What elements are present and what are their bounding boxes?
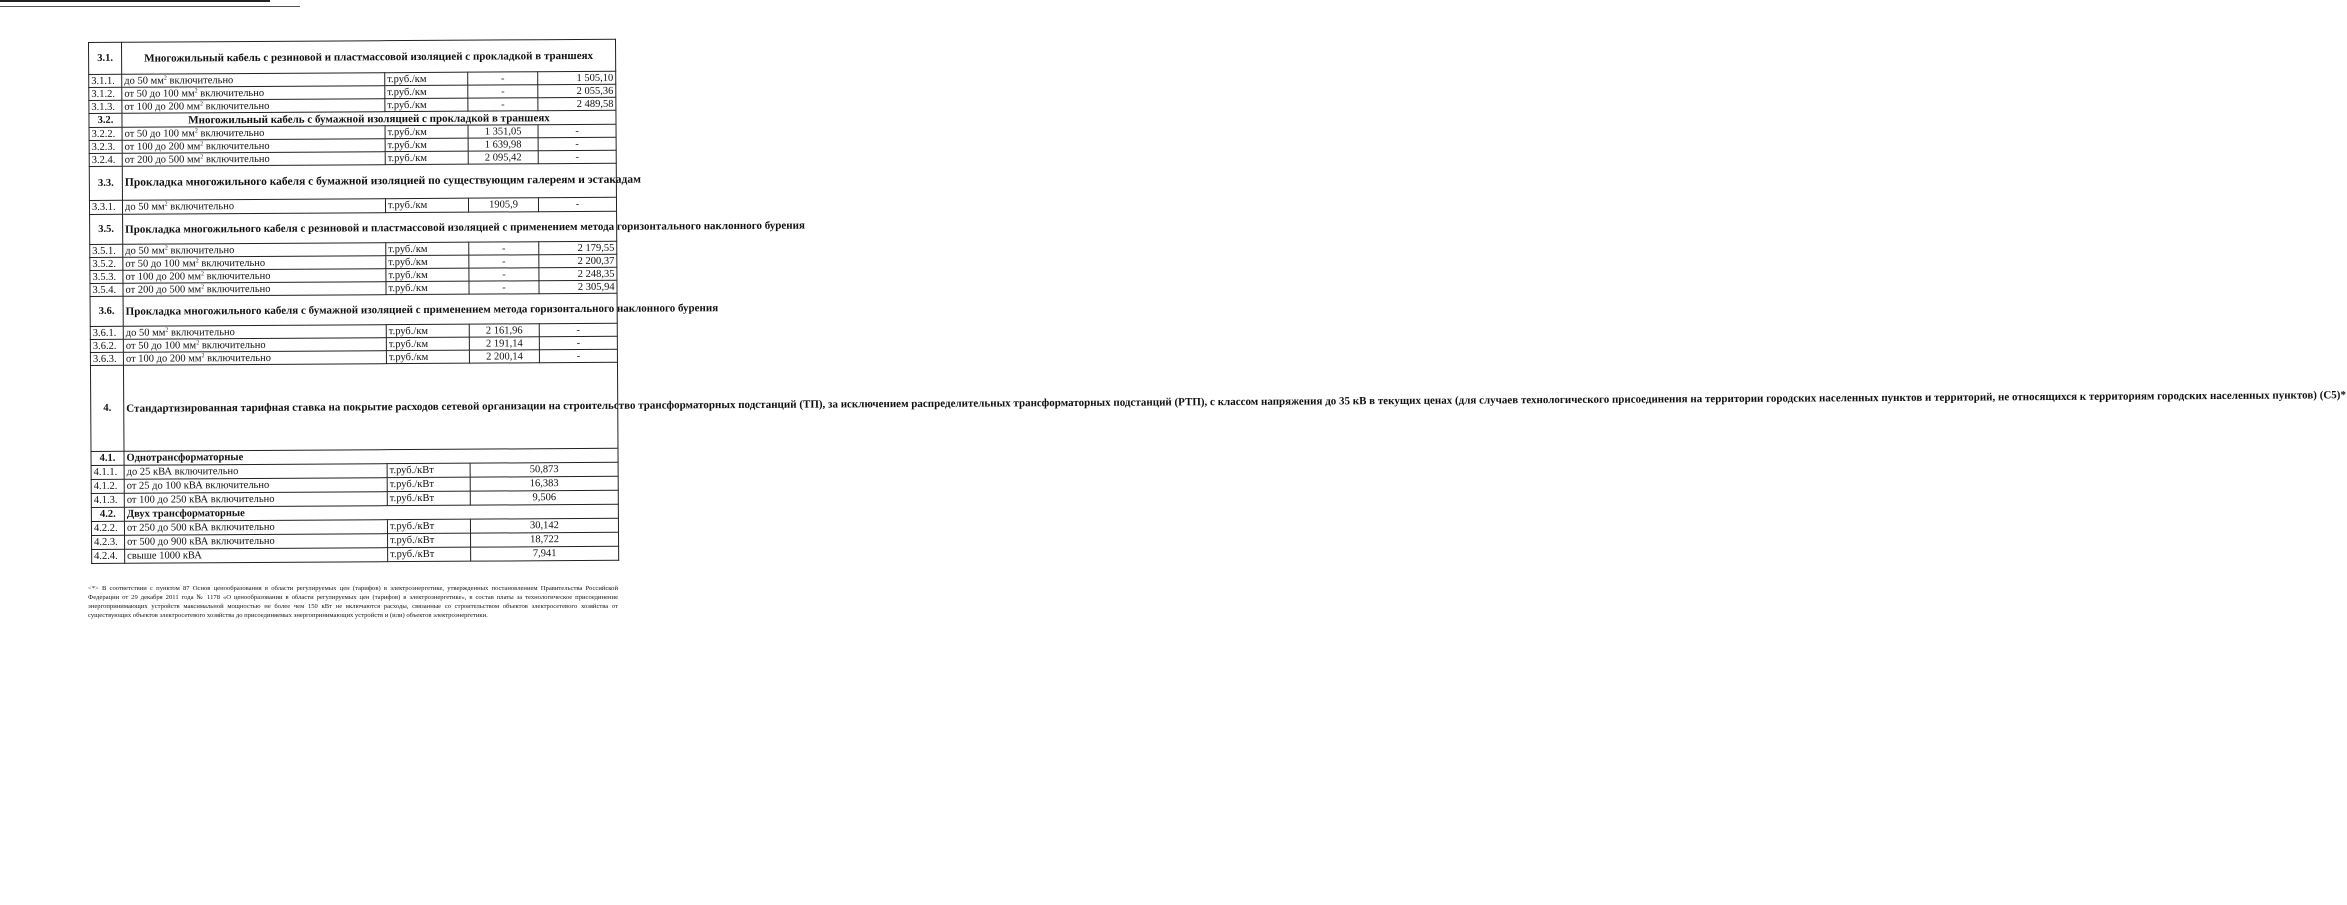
tariff-document [88, 39, 2346, 564]
section-title: Многожильный кабель с бумажной изоляцией с прокладкой в траншеях [122, 110, 616, 127]
section-title: Прокладка многожильного кабеля с бумажной изоляцией по существующим галереям и эстакадам [122, 163, 616, 200]
row-number: 3.1.3. [89, 100, 122, 113]
row-rate-rubber: 2 055,36 [538, 84, 616, 97]
row-description: от 50 до 100 $мм^2$ включительно [122, 86, 385, 101]
row-number: 3.3.1. [89, 200, 122, 214]
row-rate-rubber: - [538, 137, 616, 150]
row-rate-paper: - [469, 242, 539, 255]
row-unit: т.руб./км [385, 98, 468, 112]
row-description: до 50 $мм^2$ включительно [123, 325, 386, 340]
section-number: 3.1. [89, 42, 122, 74]
row-number: 3.5.1. [90, 244, 123, 257]
row-number: 3.2.4. [89, 153, 122, 166]
section-title: Многожильный кабель с резиновой и пластмассовой изоляцией с прокладкой в траншеях [122, 39, 616, 74]
row-description: от 50 до 100 $мм^2$ включительно [122, 126, 385, 141]
row-rate-paper: - [468, 72, 538, 85]
row-unit: т.руб./км [385, 85, 468, 99]
row-description: от 25 до 100 кВА включительно [124, 478, 387, 494]
row-unit: т.руб./км [385, 72, 468, 86]
row-rate-rubber: 2 179,55 [539, 241, 617, 254]
row-number: 4.2.3. [92, 535, 125, 549]
row-rate-rubber: - [538, 150, 616, 163]
row-rate-paper: 2 095,42 [468, 151, 538, 164]
row-rate: 50,873 [470, 462, 618, 477]
row-description: от 100 до 200 $мм^2$ включительно [123, 269, 386, 284]
section-number: 3.5. [90, 214, 123, 244]
row-unit: т.руб./км [385, 125, 468, 139]
row-number: 4.2.4. [92, 549, 125, 563]
row-number: 3.2.2. [89, 127, 122, 140]
row-number: 4.1.1. [91, 465, 124, 479]
row-description: до 50 $мм^2$ включительно [123, 243, 386, 258]
row-rate: 9,506 [470, 490, 618, 505]
row-rate-paper: - [468, 85, 538, 98]
row-description: от 100 до 200 $мм^2$ включительно [123, 351, 386, 366]
row-rate-rubber: 2 200,37 [539, 254, 617, 267]
row-unit: т.руб./км [386, 242, 469, 256]
row-rate-paper: 1905,9 [468, 198, 538, 212]
footnote: <*> В соответствии с пунктом 87 Основ ценообразования в области регулируемых цен (тарифов) в электроэнергетике, утвержденных постановлением Правительства Российской Федерации от 29 декабря 2011 года № 1178 «О ценообразовании в области регулируемых цен (тарифов) в электроэнергетике», в состав платы за технологическое присоединение энергопринимающих устройств максимальной мощностью не более чем 150 кВт не включаются расходы, связанные со строительством объектов электросетевого хозяйства от существующих объектов электросетевого хозяйства до присоединяемых энергопринимающих устройств и (или) объектов электроэнергетики. [88, 585, 618, 619]
row-description: от 200 до 500 $мм^2$ включительно [123, 282, 386, 297]
row-number: 3.6.1. [90, 326, 123, 339]
section-header-row [90, 211, 617, 244]
row-description: от 200 до 500 $мм^2$ включительно [122, 152, 385, 167]
row-number: 3.5.3. [90, 270, 123, 283]
row-number: 4.1.2. [91, 479, 124, 493]
row-number: 4.1.3. [91, 493, 124, 507]
row-unit: т.руб./кВт [388, 547, 471, 562]
row-unit: т.руб./кВт [388, 533, 471, 548]
row-number: 3.6.2. [90, 339, 123, 352]
row-unit: т.руб./км [386, 255, 469, 269]
section-title: Стандартизированная тарифная ставка на покрытие расходов сетевой организации на строительство трансформаторных подстанций (ТП), за исключением распределительных трансформаторных подстанций (РТП), с классом напряжения до 35 кВ в текущих ценах (для случаев технологического присоединения на территории городских населенных пунктов и территорий, не относящихся к территориям городских населенных пунктов) (С5)* [123, 362, 618, 451]
row-rate-rubber: 2 305,94 [539, 280, 617, 293]
section-header-row [89, 163, 616, 200]
row-rate-rubber: 1 505,10 [538, 71, 616, 84]
row-rate: 7,941 [471, 546, 619, 561]
row-number: 3.5.4. [90, 283, 123, 296]
row-unit: т.руб./кВт [387, 477, 470, 492]
row-unit: т.руб./кВт [387, 463, 470, 478]
section-number: 3.2. [89, 113, 122, 127]
row-rate: 30,142 [470, 518, 618, 533]
section-header-row [89, 39, 616, 74]
row-rate-rubber: - [539, 323, 617, 336]
row-rate-paper: 1 351,05 [468, 125, 538, 138]
section-number: 3.3. [89, 166, 122, 200]
row-rate-rubber: - [539, 336, 617, 349]
section-number: 4. [90, 365, 124, 451]
row-number: 3.5.2. [90, 257, 123, 270]
row-rate-paper: 2 191,14 [469, 337, 539, 350]
row-number: 3.6.3. [90, 352, 123, 365]
row-description: до 50 $мм^2$ включительно [122, 73, 385, 88]
section-title: Прокладка многожильного кабеля с бумажной изоляцией с применением метода горизонтального наклонного бурения [123, 293, 617, 326]
row-description: от 50 до 100 $мм^2$ включительно [123, 256, 386, 271]
row-rate: 16,383 [470, 476, 618, 491]
row-rate-rubber: 2 489,58 [538, 97, 616, 110]
section-header-row [90, 293, 617, 326]
row-description: от 100 до 200 $мм^2$ включительно [122, 139, 385, 154]
top-edge-mark [0, 0, 270, 2]
row-unit: т.руб./км [385, 198, 468, 213]
row-description: от 50 до 100 $мм^2$ включительно [123, 338, 386, 353]
table-row [92, 546, 619, 563]
row-number: 3.1.2. [89, 87, 122, 100]
section-title: Прокладка многожильного кабеля с резиновой и пластмассовой изоляцией с применением метода горизонтального наклонного бурения [123, 211, 617, 244]
row-rate: 18,722 [471, 532, 619, 547]
row-rate-rubber: - [539, 349, 617, 362]
section-number: 3.6. [90, 296, 123, 326]
row-unit: т.руб./км [385, 151, 468, 165]
row-description: до 50 $мм^2$ включительно [122, 199, 385, 215]
row-rate-paper: - [469, 281, 539, 294]
row-unit: т.руб./км [386, 324, 469, 338]
row-unit: т.руб./кВт [387, 519, 470, 534]
row-number: 3.2.3. [89, 140, 122, 153]
row-unit: т.руб./км [385, 138, 468, 152]
row-description: от 250 до 500 кВА включительно [124, 520, 387, 536]
group-title: Однотрансформаторные [124, 448, 618, 465]
row-rate-rubber: - [538, 124, 616, 137]
row-description: свыше 1000 кВА [125, 548, 388, 564]
row-rate-paper: 2 161,96 [469, 324, 539, 337]
row-description: от 100 до 250 кВА включительно [124, 492, 387, 508]
row-unit: т.руб./км [386, 350, 469, 364]
row-description: от 100 до 200 $мм^2$ включительно [122, 99, 385, 114]
row-rate-rubber: - [538, 197, 616, 211]
row-description: до 25 кВА включительно [124, 464, 387, 480]
group-number: 4.1. [91, 451, 124, 465]
row-unit: т.руб./кВт [387, 491, 470, 506]
row-unit: т.руб./км [386, 281, 469, 295]
row-rate-paper: - [469, 255, 539, 268]
row-description: от 500 до 900 кВА включительно [125, 534, 388, 550]
row-rate-rubber: 2 248,35 [539, 267, 617, 280]
row-rate-paper: 2 200,14 [469, 350, 539, 363]
section-header-row [90, 362, 618, 451]
row-unit: т.руб./км [386, 337, 469, 351]
row-rate-paper: - [469, 268, 539, 281]
group-title: Двух трансформаторные [124, 504, 618, 521]
top-edge-mark-secondary [0, 6, 300, 7]
row-number: 3.1.1. [89, 74, 122, 87]
group-number: 4.2. [91, 507, 124, 521]
row-rate-paper: - [468, 98, 538, 111]
tariff-table [88, 39, 2346, 564]
row-rate-paper: 1 639,98 [468, 138, 538, 151]
row-number: 4.2.2. [91, 521, 124, 535]
row-unit: т.руб./км [386, 268, 469, 282]
